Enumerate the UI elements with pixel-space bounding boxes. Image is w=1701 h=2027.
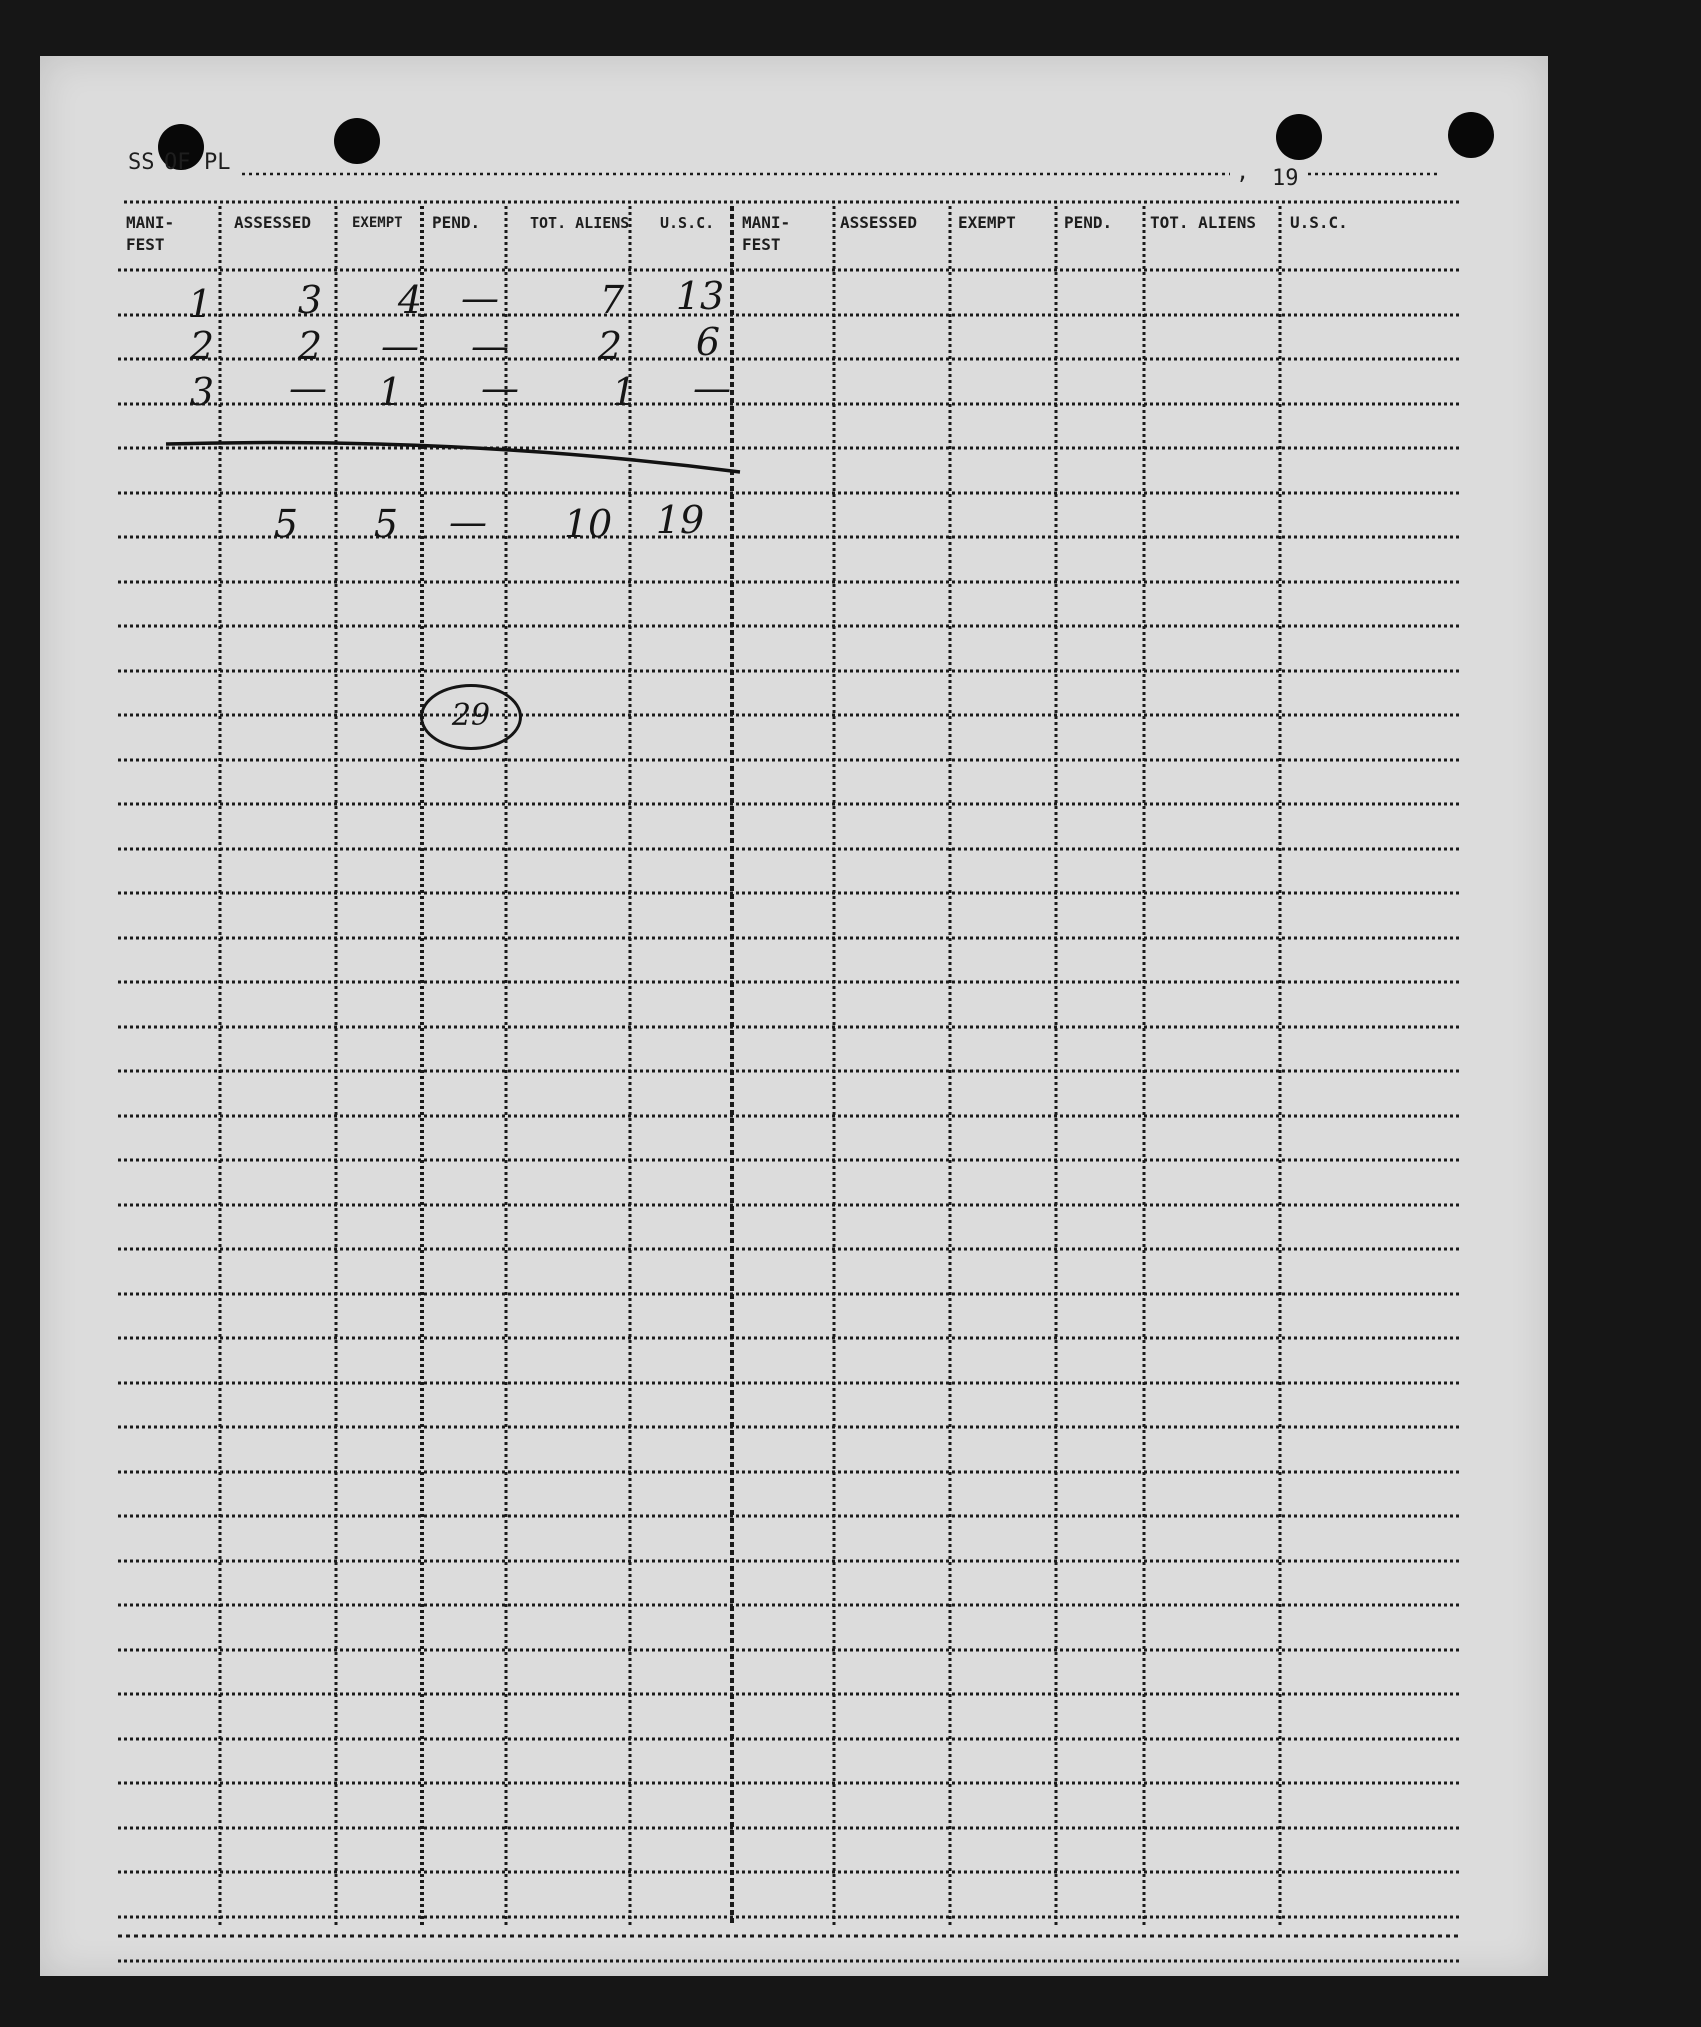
entry-3-manifest: 3 (189, 370, 215, 414)
col-header-assessed-left: ASSESSED (234, 213, 312, 232)
total-assessed: 5 (273, 502, 299, 546)
entry-1-pend: — (461, 276, 499, 320)
entry-3-assessed: — (289, 366, 327, 410)
entry-1-manifest: 1 (187, 282, 213, 326)
col-header-tot-aliens-right: TOT. ALIENS (1150, 213, 1256, 232)
entry-1-exempt: 4 (397, 278, 423, 322)
total-usc: 19 (655, 498, 705, 542)
entry-2-exempt: — (381, 324, 419, 368)
ruled-grid (40, 56, 1548, 1976)
entry-2-manifest: 2 (189, 324, 215, 368)
col-header-usc-left: U.S.C. (660, 214, 715, 232)
entry-3-usc: — (693, 366, 731, 410)
entry-1-assessed: 3 (297, 278, 323, 322)
col-header-exempt-left: EXEMPT (352, 215, 403, 231)
col-header-tot-aliens-left: TOT. ALIENS (530, 214, 630, 232)
total-tot-aliens: 10 (563, 502, 613, 546)
pl-label: PL (204, 150, 231, 175)
col-header-assessed-right: ASSESSED (840, 213, 918, 232)
entry-1-usc: 13 (675, 274, 725, 318)
col-header-pend-right: PEND. (1064, 213, 1113, 232)
of-label: OF (164, 150, 191, 175)
entry-2-assessed: 2 (297, 324, 323, 368)
entry-3-tot-aliens: 1 (611, 370, 637, 414)
col-header-usc-right: U.S.C. (1290, 213, 1348, 232)
col-header-pend-left: PEND. (432, 213, 481, 232)
entry-2-usc: 6 (695, 320, 721, 364)
total-exempt: 5 (373, 502, 399, 546)
entry-3-pend: — (481, 366, 519, 410)
col-header-manifest-left: MANI- FEST (126, 213, 175, 254)
col-header-exempt-right: EXEMPT (958, 213, 1016, 232)
manifest-tally-sheet (40, 56, 1548, 1976)
col-header-manifest-right: MANI- FEST (742, 213, 791, 254)
grand-total-circled: 29 (420, 684, 522, 750)
entry-2-pend: — (471, 324, 509, 368)
total-pend: — (449, 500, 487, 544)
date-comma: , (1236, 160, 1250, 185)
entry-2-tot-aliens: 2 (597, 324, 623, 368)
entry-1-tot-aliens: 7 (599, 278, 625, 322)
entry-3-exempt: 1 (377, 370, 403, 414)
ss-label: SS (128, 150, 155, 175)
year-prefix: 19 (1272, 166, 1299, 191)
